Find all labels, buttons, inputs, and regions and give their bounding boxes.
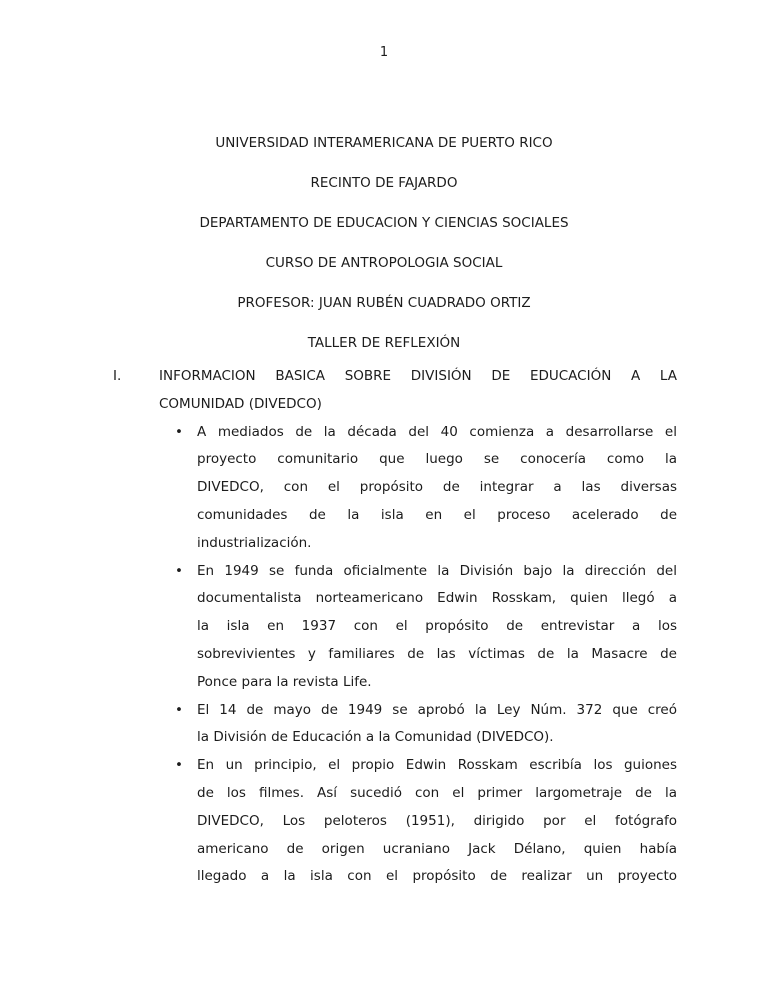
text-line: INFORMACION BASICA SOBRE DIVISIÓN DE EDUCACIÓN A LA [159, 368, 677, 384]
bullet-paragraph [197, 752, 677, 891]
title-block [0, 123, 768, 363]
bullet-icon: • [175, 562, 183, 579]
bullet-paragraph [197, 419, 677, 558]
heading-line-4: CURSO DE ANTROPOLOGIA SOCIAL [265, 255, 503, 271]
text-line: A mediados de la década del 40 comienza a desarrollarse el [197, 423, 677, 440]
roman-numeral-marker: I. [113, 368, 122, 384]
heading-line-1: UNIVERSIDAD INTERAMERICANA DE PUERTO RICO [215, 135, 553, 151]
heading-line-3: DEPARTAMENTO DE EDUCACION Y CIENCIAS SOCIALES [199, 215, 569, 231]
outline-item-1-title [159, 363, 677, 419]
bullet-list [175, 419, 677, 892]
text-line: sobrevivientes y familiares de las víctimas de la Masacre de [197, 645, 677, 662]
bullet-paragraph [197, 697, 677, 753]
text-line: proyecto comunitario que luego se conocería como la [197, 451, 677, 468]
text-line: El 14 de mayo de 1949 se aprobó la Ley Núm. 372 que creó [197, 701, 677, 718]
page-number: 1 [379, 45, 389, 60]
bullet-icon: • [175, 423, 183, 440]
text-line: documentalista norteamericano Edwin Rosskam, quien llegó a [197, 590, 677, 607]
text-line: comunidades de la isla en el proceso acelerado de [197, 506, 677, 523]
heading-line-6: TALLER DE REFLEXIÓN [307, 335, 461, 351]
text-line: llegado a la isla con el propósito de realizar un proyecto [197, 868, 677, 885]
text-line: Ponce para la revista Life. [197, 673, 372, 690]
bullet-icon: • [175, 701, 183, 718]
text-line: la isla en 1937 con el propósito de entrevistar a los [197, 618, 677, 635]
bullet-icon: • [175, 757, 183, 774]
outline-item-1 [113, 363, 677, 419]
bullet-item-2 [175, 558, 677, 697]
text-line: la División de Educación a la Comunidad (DIVEDCO). [197, 729, 554, 746]
outline-section [113, 363, 677, 891]
text-line: industrialización. [197, 534, 312, 551]
text-line: de los filmes. Así sucedió con el primer largometraje de la [197, 784, 677, 801]
text-line: DIVEDCO, Los peloteros (1951), dirigido por el fotógrafo [197, 812, 677, 829]
text-line: DIVEDCO, con el propósito de integrar a las diversas [197, 479, 677, 496]
heading-line-2: RECINTO DE FAJARDO [310, 175, 458, 191]
bullet-item-4 [175, 752, 677, 891]
text-line: En un principio, el propio Edwin Rosskam escribía los guiones [197, 757, 677, 774]
text-line: COMUNIDAD (DIVEDCO) [159, 395, 322, 412]
bullet-paragraph [197, 558, 677, 697]
bullet-item-1 [175, 419, 677, 558]
bullet-item-3 [175, 697, 677, 753]
heading-line-5: PROFESOR: JUAN RUBÉN CUADRADO ORTIZ [237, 295, 531, 311]
text-line: americano de origen ucraniano Jack Délano, quien había [197, 840, 677, 857]
text-line: En 1949 se funda oficialmente la División bajo la dirección del [197, 562, 677, 579]
